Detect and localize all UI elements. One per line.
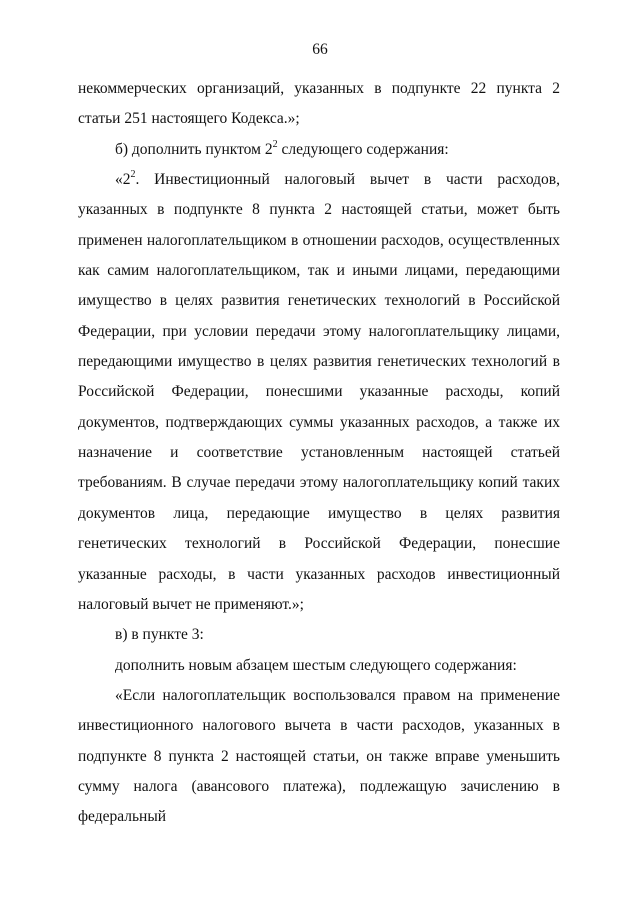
page-number: 66 [312,41,328,58]
paragraph-text: б) дополнить пунктом 2 [115,140,273,158]
superscript-index: 2 [130,168,136,180]
paragraph-text: «2 [115,171,131,189]
superscript-index: 2 [272,138,278,150]
paragraph-subitem-v: в) в пункте 3: [115,626,204,644]
paragraph-subitem-b [78,135,560,165]
paragraph-point-2-2 [78,165,560,620]
paragraph-text: следующего содержания: [277,140,449,158]
document-body [78,74,560,833]
paragraph-add-abzats: дополнить новым абзацем шестым следующего содержания: [115,656,517,674]
paragraph-text: . Инвестиционный налоговый вычет в части расходов, указанных в подпункте 8 пункта 2 настоящей статьи, может быть применен налогоплательщиком в отношении расходов, осуществленных как самим налогоплательщиком, так и иными лицами, передающими имущество в целях развития генетических технологий в Российской Федерации, при условии передачи этому налогоплательщику лицами, передающими имущество в целях развития генетических технологий в Российской Федерации, понесшими указанные расходы, копий документов, подтверждающих суммы указанных расходов, а также их назначение и соответствие установленным настоящей статьей требованиям. В случае передачи этому налогоплательщику копий таких документов лица, передающие имущество в целях развития генетических технологий в Российской Федерации, понесшие указанные расходы, в части указанных расходов инвестиционный налоговый вычет не применяют.»; [78,171,560,613]
paragraph-quoted-amendment: «Если налогоплательщик воспользовался правом на применение инвестиционного налогового вычета в части расходов, указанных в подпункте 8 пункта 2 настоящей статьи, он также вправе уменьшить сумму налога (авансового платежа), подлежащую зачислению в федеральный [78,686,560,826]
paragraph-continuation: некоммерческих организаций, указанных в подпункте 22 пункта 2 статьи 251 настоящего Кодекса.»; [78,80,560,128]
